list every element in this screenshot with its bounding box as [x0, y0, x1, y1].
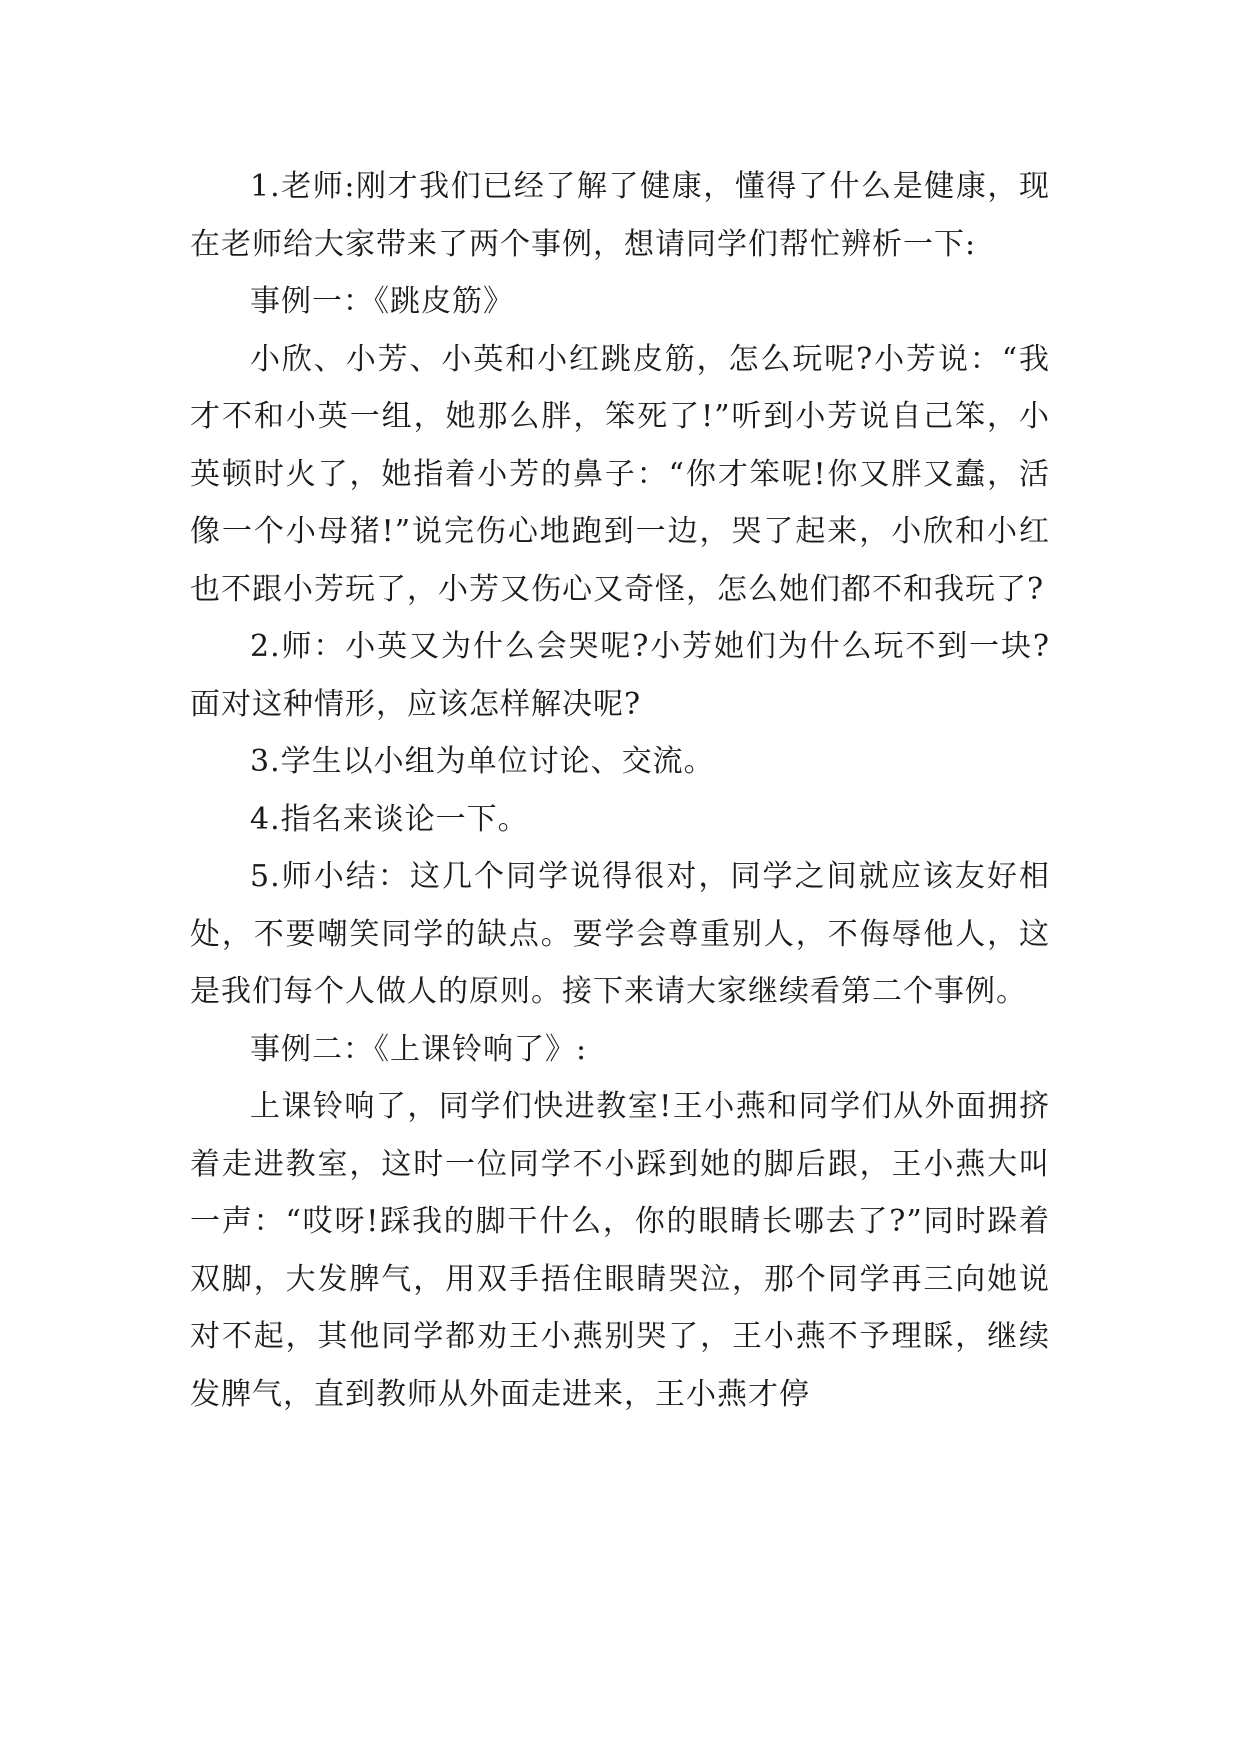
paragraph-case-two-story: 上课铃响了，同学们快进教室!王小燕和同学们从外面拥挤着走进教室，这时一位同学不小踩到她的脚后跟，王小燕大叫一声：“哎呀!踩我的脚干什么，你的眼睛长哪去了?”同时跺着双脚，大发脾气，用双手捂住眼睛哭泣，那个同学再三向她说对不起，其他同学都劝王小燕别哭了，王小燕不予理睬，继续发脾气，直到教师从外面走进来，王小燕才停: [190, 1089, 1050, 1412]
paragraph-teacher-intro: 1.老师:刚才我们已经了解了健康，懂得了什么是健康，现在老师给大家带来了两个事例，想请同学们帮忙辨析一下:: [190, 169, 1050, 262]
heading-case-two: 事例二：《上课铃响了》:: [250, 1031, 588, 1067]
paragraph-case-one-story: 小欣、小芳、小英和小红跳皮筋，怎么玩呢?小芳说：“我才不和小英一组，她那么胖，笨死了!”听到小芳说自己笨，小英顿时火了，她指着小芳的鼻子：“你才笨呢!你又胖又蠢，活像一个小母猪!”说完伤心地跑到一边，哭了起来，小欣和小红也不跟小芳玩了，小芳又伤心又奇怪，怎么她们都不和我玩了?: [190, 341, 1050, 607]
paragraph-teacher-summary: 5.师小结：这几个同学说得很对，同学之间就应该友好相处，不要嘲笑同学的缺点。要学会尊重别人，不侮辱他人，这是我们每个人做人的原则。接下来请大家继续看第二个事例。: [190, 859, 1050, 1009]
document-body: [190, 158, 1050, 1423]
heading-case-one: 事例一：《跳皮筋》: [250, 284, 514, 319]
paragraph-student-talk: 4.指名来谈论一下。: [250, 801, 529, 837]
paragraph-teacher-question: 2.师：小英又为什么会哭呢?小芳她们为什么玩不到一块?面对这种情形，应该怎样解决呢?: [190, 629, 1050, 722]
paragraph-group-discussion: 3.学生以小组为单位讨论、交流。: [250, 744, 715, 779]
